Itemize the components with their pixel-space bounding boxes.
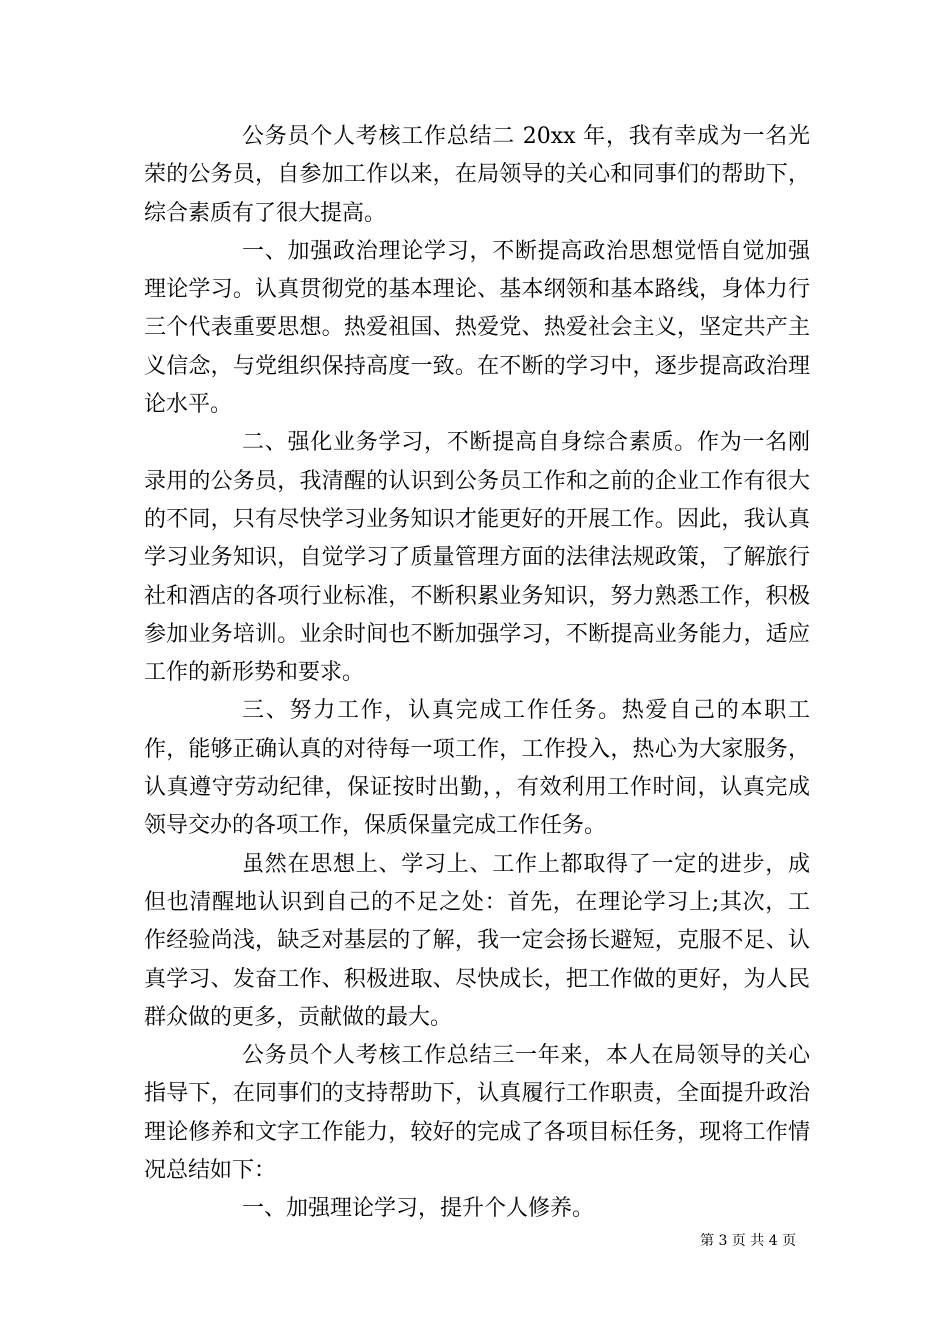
paragraph-theory-study: 一、加强理论学习，提升个人修养。: [242, 1196, 595, 1222]
document-body: [144, 118, 810, 1229]
paragraph-summary-three: 公务员个人考核工作总结三一年来，本人在局领导的关心指导下，在同事们的支持帮助下，认真履行工作职责，全面提升政治理论修养和文字工作能力，较好的完成了各项目标任务，现将工作情况总结如下：: [144, 1043, 810, 1184]
paragraph-section-3: 三、努力工作，认真完成工作任务。热爱自己的本职工作，能够正确认真的对待每一项工作，工作投入，热心为大家服务，认真遵守劳动纪律，保证按时出勤，，有效利用工作时间，认真完成领导交办的各项工作，保质保量完成工作任务。: [144, 698, 810, 839]
paragraph-section-1: 一、加强政治理论学习，不断提高政治思想觉悟自觉加强理论学习。认真贯彻党的基本理论、基本纲领和基本路线，身体力行三个代表重要思想。热爱祖国、热爱党、热爱社会主义，坚定共产主义信念，与党组织保持高度一致。在不断的学习中，逐步提高政治理论水平。: [144, 238, 810, 418]
page-number-footer: 第 3 页 共 4 页: [700, 1233, 797, 1249]
paragraph-shortcomings: 虽然在思想上、学习上、工作上都取得了一定的进步，成但也清醒地认识到自己的不足之处：首先，在理论学习上;其次，工作经验尚浅，缺乏对基层的了解，我一定会扬长避短，克服不足、认真学习、发奋工作、积极进取、尽快成长，把工作做的更好，为人民群众做的更多，贡献做的最大。: [144, 851, 810, 1030]
paragraph-section-2: 二、强化业务学习，不断提高自身综合素质。作为一名刚录用的公务员，我清醒的认识到公务员工作和之前的企业工作有很大的不同，只有尽快学习业务知识才能更好的开展工作。因此，我认真学习业务知识，自觉学习了质量管理方面的法律法规政策，了解旅行社和酒店的各项行业标准，不断积累业务知识，努力熟悉工作，积极参加业务培训。业余时间也不断加强学习，不断提高业务能力，适应工作的新形势和要求。: [144, 430, 810, 686]
paragraph-intro: 公务员个人考核工作总结二 20xx 年，我有幸成为一名光荣的公务员，自参加工作以来，在局领导的关心和同事们的帮助下，综合素质有了很大提高。: [144, 124, 810, 226]
